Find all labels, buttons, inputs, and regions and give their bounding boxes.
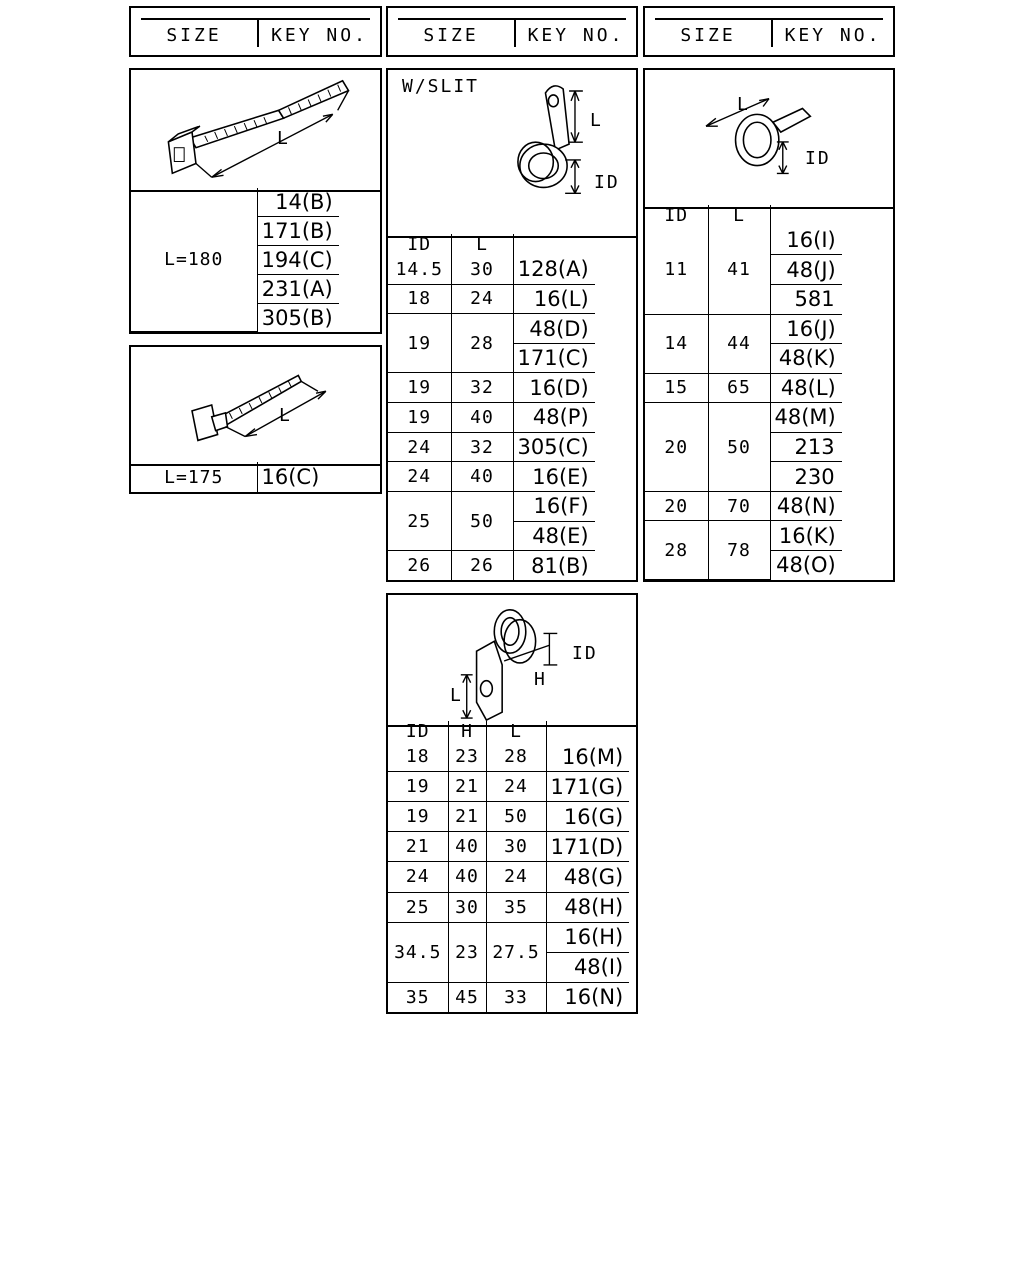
- key-no-cell: 231(A): [257, 274, 339, 303]
- table-header-row: [645, 205, 842, 226]
- col-id-header: ID: [388, 721, 448, 742]
- key-no-cell: 14(B): [257, 188, 339, 216]
- key-no-cell: 16(J): [770, 314, 842, 344]
- l-cell: 50: [451, 492, 513, 551]
- id-cell: 28: [645, 521, 708, 580]
- key-no-cell: 48(N): [770, 491, 842, 521]
- key-no-cell: 194(C): [257, 245, 339, 274]
- key-no-cell: 230: [770, 462, 842, 492]
- table-row: [388, 492, 595, 522]
- l-cell: 28: [486, 742, 546, 772]
- table-row: [388, 742, 629, 772]
- key-no-cell: 16(M): [546, 742, 629, 772]
- offset-dim-l: L: [450, 685, 463, 706]
- id-cell: 19: [388, 373, 451, 403]
- header-key-no: KEY NO.: [784, 25, 882, 46]
- l-cell: 27.5: [486, 922, 546, 982]
- col-key-header: [546, 721, 629, 742]
- slit-clamp-table: [388, 234, 595, 580]
- table-row: [645, 403, 842, 433]
- table-row: [388, 551, 595, 580]
- id-cell: 19: [388, 772, 448, 802]
- l-cell: 65: [708, 373, 770, 403]
- key-no-cell: 48(E): [513, 521, 595, 551]
- key-no-cell: 48(P): [513, 403, 595, 433]
- l-cell: 40: [451, 403, 513, 433]
- table-row: [388, 802, 629, 832]
- id-cell: 18: [388, 742, 448, 772]
- l-cell: 40: [451, 462, 513, 492]
- l-cell: 50: [708, 403, 770, 492]
- offset-clamp-table: [388, 721, 629, 1012]
- id-cell: 24: [388, 862, 448, 892]
- offset-clamp-panel: [386, 593, 638, 1014]
- offset-clamp-diagram: [388, 595, 636, 727]
- id-cell: 19: [388, 403, 451, 433]
- l-cell: 70: [708, 491, 770, 521]
- table-row: [388, 373, 595, 403]
- key-no-cell: 171(C): [513, 343, 595, 373]
- table-row: [388, 922, 629, 952]
- id-cell: 19: [388, 314, 451, 373]
- header-box-3: [643, 6, 895, 57]
- key-no-cell: 16(N): [546, 982, 629, 1012]
- table-row: [388, 284, 595, 314]
- key-no-cell: 48(O): [770, 550, 842, 579]
- h-cell: 21: [448, 772, 486, 802]
- slit-clamp-diagram: [388, 70, 636, 238]
- slit-dim-l: L: [590, 110, 603, 131]
- key-no-cell: 16(H): [546, 922, 629, 952]
- key-no-cell: 171(G): [546, 772, 629, 802]
- h-cell: 21: [448, 802, 486, 832]
- key-no-cell: 16(G): [546, 802, 629, 832]
- id-cell: 24: [388, 462, 451, 492]
- key-no-cell: 171(D): [546, 832, 629, 862]
- id-cell: 24: [388, 432, 451, 462]
- col-l-header: L: [486, 721, 546, 742]
- col-key-header: [513, 234, 595, 255]
- id-cell: 11: [645, 226, 708, 314]
- ring-clamp-panel: [643, 68, 895, 582]
- id-cell: 25: [388, 892, 448, 922]
- clip-tie-dim-label: L: [279, 405, 292, 426]
- size-cell: L=175: [131, 462, 257, 492]
- id-cell: 19: [388, 802, 448, 832]
- header-key-no: KEY NO.: [527, 25, 625, 46]
- key-no-cell: 48(J): [770, 255, 842, 285]
- header-box-2: [386, 6, 638, 57]
- id-cell: 35: [388, 982, 448, 1012]
- table-row: [388, 772, 629, 802]
- key-no-cell: 128(A): [513, 255, 595, 284]
- table-row: [388, 432, 595, 462]
- band-tie-diagram: [131, 70, 380, 192]
- key-no-cell: 16(F): [513, 492, 595, 522]
- l-cell: 41: [708, 226, 770, 314]
- table-row: [131, 462, 325, 492]
- col-id-header: ID: [645, 205, 708, 226]
- header-key-no: KEY NO.: [271, 25, 368, 46]
- table-row: [131, 188, 339, 216]
- ring-clamp-drawing: [645, 70, 893, 207]
- table-row: [645, 314, 842, 344]
- id-cell: 34.5: [388, 922, 448, 982]
- l-cell: 50: [486, 802, 546, 832]
- ring-clamp-diagram: [645, 70, 893, 209]
- band-tie-dim-label: L: [277, 128, 290, 149]
- key-no-cell: 213: [770, 432, 842, 462]
- ring-clamp-table: [645, 205, 842, 580]
- l-cell: 24: [486, 772, 546, 802]
- id-cell: 25: [388, 492, 451, 551]
- h-cell: 23: [448, 742, 486, 772]
- table-row: [388, 314, 595, 344]
- col-key-header: [770, 205, 842, 226]
- key-no-cell: 81(B): [513, 551, 595, 580]
- h-cell: 45: [448, 982, 486, 1012]
- offset-clamp-drawing: [388, 595, 636, 725]
- key-no-cell: 48(M): [770, 403, 842, 433]
- key-no-cell: 171(B): [257, 216, 339, 245]
- key-no-cell: 305(B): [257, 303, 339, 331]
- header-size: SIZE: [680, 25, 736, 46]
- table-row: [645, 491, 842, 521]
- table-row: [388, 462, 595, 492]
- l-cell: 30: [486, 832, 546, 862]
- l-cell: 32: [451, 373, 513, 403]
- col-id-header: ID: [388, 234, 451, 255]
- band-tie-drawing: [131, 70, 380, 190]
- id-cell: 18: [388, 284, 451, 314]
- band-tie-table: [131, 188, 339, 332]
- table-row: [645, 226, 842, 255]
- table-row: [388, 982, 629, 1012]
- table-header-row: [388, 234, 595, 255]
- l-cell: 32: [451, 432, 513, 462]
- l-cell: 28: [451, 314, 513, 373]
- id-cell: 15: [645, 373, 708, 403]
- key-no-cell: 16(L): [513, 284, 595, 314]
- col-l-header: L: [708, 205, 770, 226]
- clip-tie-panel: [129, 345, 382, 494]
- clip-tie-drawing: [131, 347, 380, 464]
- offset-dim-h: H: [534, 669, 547, 690]
- table-row: [645, 521, 842, 551]
- table-row: [388, 255, 595, 284]
- header-size: SIZE: [423, 25, 479, 46]
- l-cell: 26: [451, 551, 513, 580]
- key-no-cell: 48(K): [770, 344, 842, 374]
- h-cell: 23: [448, 922, 486, 982]
- l-cell: 24: [486, 862, 546, 892]
- key-no-cell: 48(H): [546, 892, 629, 922]
- h-cell: 30: [448, 892, 486, 922]
- table-row: [388, 862, 629, 892]
- size-cell: L=180: [131, 188, 257, 332]
- l-cell: 30: [451, 255, 513, 284]
- table-row: [388, 403, 595, 433]
- key-no-cell: 48(G): [546, 862, 629, 892]
- header-size: SIZE: [166, 25, 222, 46]
- slit-note: W/SLIT: [402, 76, 480, 97]
- id-cell: 14.5: [388, 255, 451, 284]
- l-cell: 24: [451, 284, 513, 314]
- col-h-header: H: [448, 721, 486, 742]
- l-cell: 78: [708, 521, 770, 580]
- key-no-cell: 16(D): [513, 373, 595, 403]
- key-no-cell: 16(E): [513, 462, 595, 492]
- id-cell: 14: [645, 314, 708, 373]
- table-header-row: [388, 721, 629, 742]
- key-no-cell: 48(L): [770, 373, 842, 403]
- key-no-cell: 48(D): [513, 314, 595, 344]
- ring-dim-l: L: [737, 94, 750, 115]
- ring-dim-id: ID: [805, 148, 831, 169]
- header-box-1: [129, 6, 382, 57]
- table-row: [645, 373, 842, 403]
- h-cell: 40: [448, 862, 486, 892]
- offset-dim-id: ID: [572, 643, 598, 664]
- slit-dim-id: ID: [594, 172, 620, 193]
- id-cell: 21: [388, 832, 448, 862]
- id-cell: 20: [645, 403, 708, 492]
- col-l-header: L: [451, 234, 513, 255]
- key-no-cell: 48(I): [546, 952, 629, 982]
- l-cell: 44: [708, 314, 770, 373]
- band-tie-panel: [129, 68, 382, 334]
- id-cell: 20: [645, 491, 708, 521]
- table-row: [388, 832, 629, 862]
- key-no-cell: 581: [770, 285, 842, 315]
- key-no-cell: 16(K): [770, 521, 842, 551]
- slit-clamp-panel: [386, 68, 638, 582]
- key-no-cell: 305(C): [513, 432, 595, 462]
- key-no-cell: 16(C): [257, 462, 325, 492]
- l-cell: 33: [486, 982, 546, 1012]
- clip-tie-diagram: [131, 347, 380, 466]
- key-no-cell: 16(I): [770, 226, 842, 255]
- table-row: [388, 892, 629, 922]
- id-cell: 26: [388, 551, 451, 580]
- clip-tie-table: [131, 462, 325, 492]
- l-cell: 35: [486, 892, 546, 922]
- h-cell: 40: [448, 832, 486, 862]
